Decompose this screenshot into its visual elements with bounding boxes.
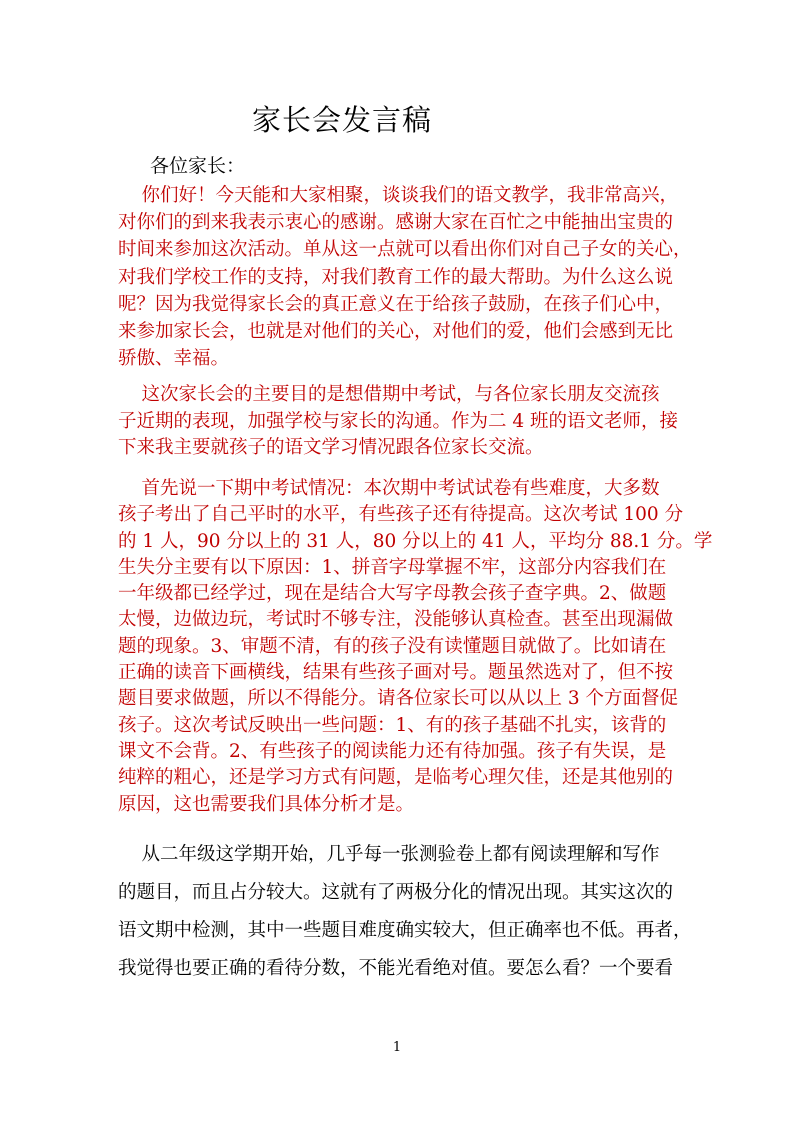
greeting: 各位家长： xyxy=(150,155,246,177)
text-line: 正确的读音下画横线，结果有些孩子画对号。题虽然选对了，但不按 xyxy=(118,662,674,684)
text-line: 我觉得也要正确的看待分数，不能光看绝对值。要怎么看？一个要看 xyxy=(118,958,674,979)
text-line: 从二年级这学期开始，几乎每一张测验卷上都有阅读理解和写作 xyxy=(118,844,660,865)
paragraph-reading-writing xyxy=(118,836,692,988)
text-line: 课文不会背。2、有些孩子的阅读能力还有待加强。孩子有失误，是 xyxy=(118,740,667,762)
text-line: 一年级都已经学过，现在是结合大写字母教会孩子查字典。2、做题 xyxy=(118,583,667,605)
text-line: 的 1 人，90 分以上的 31 人，80 分以上的 41 人，平均分 88.1 分。学 xyxy=(118,530,713,552)
text-line: 时间来参加这次活动。单从这一点就可以看出你们对自己子女的关心， xyxy=(118,239,692,261)
text-line: 孩子考出了自己平时的水平，有些孩子还有待提高。这次考试 100 分 xyxy=(118,504,684,526)
paragraph-welcome xyxy=(118,182,692,372)
text-line: 孩子。这次考试反映出一些问题：1、有的孩子基础不扎实，该背的 xyxy=(118,714,667,736)
text-line: 子近期的表现，加强学校与家长的沟通。作为二 4 班的语文老师，接 xyxy=(118,410,679,432)
text-line: 骄傲、幸福。 xyxy=(118,348,230,370)
paragraph-purpose xyxy=(118,382,678,462)
paragraph-exam-results xyxy=(118,476,713,818)
text-line: 下来我主要就孩子的语文学习情况跟各位家长交流。 xyxy=(118,437,544,458)
text-line: 的题目，而且占分较大。这就有了两极分化的情况出现。其实这次的 xyxy=(118,882,674,903)
text-line: 首先说一下期中考试情况：本次期中考试试卷有些难度，大多数 xyxy=(118,478,660,499)
text-line: 太慢，边做边玩，考试时不够专注，没能够认真检查。甚至出现漏做 xyxy=(118,609,674,631)
text-line: 对我们学校工作的支持，对我们教育工作的最大帮助。为什么这么说 xyxy=(118,266,674,288)
text-line: 来参加家长会，也就是对他们的关心，对他们的爱，他们会感到无比 xyxy=(118,321,674,343)
text-line: 生失分主要有以下原因：1、拼音字母掌握不牢，这部分内容我们在 xyxy=(118,556,667,578)
text-line: 你们好！今天能和大家相聚，谈谈我们的语文教学，我非常高兴， xyxy=(118,185,679,206)
text-line: 对你们的到来我表示衷心的感谢。感谢大家在百忙之中能抽出宝贵的 xyxy=(118,212,674,234)
text-line: 纯粹的粗心，还是学习方式有问题，是临考心理欠佳，还是其他别的 xyxy=(118,767,674,789)
text-line: 题目要求做题，所以不得能分。请各位家长可以从以上 3 个方面督促 xyxy=(118,688,679,710)
document-title: 家长会发言稿 xyxy=(252,103,433,137)
text-line: 这次家长会的主要目的是想借期中考试，与各位家长朋友交流孩 xyxy=(118,384,660,405)
text-line: 呢？因为我觉得家长会的真正意义在于给孩子鼓励，在孩子们心中， xyxy=(118,293,674,315)
text-line: 语文期中检测，其中一些题目难度确实较大，但正确率也不低。再者， xyxy=(118,920,692,941)
text-line: 题的现象。3、审题不清，有的孩子没有读懂题目就做了。比如请在 xyxy=(118,635,667,657)
text-line: 原因，这也需要我们具体分析才是。 xyxy=(118,793,415,815)
page-number: 1 xyxy=(392,1040,402,1055)
